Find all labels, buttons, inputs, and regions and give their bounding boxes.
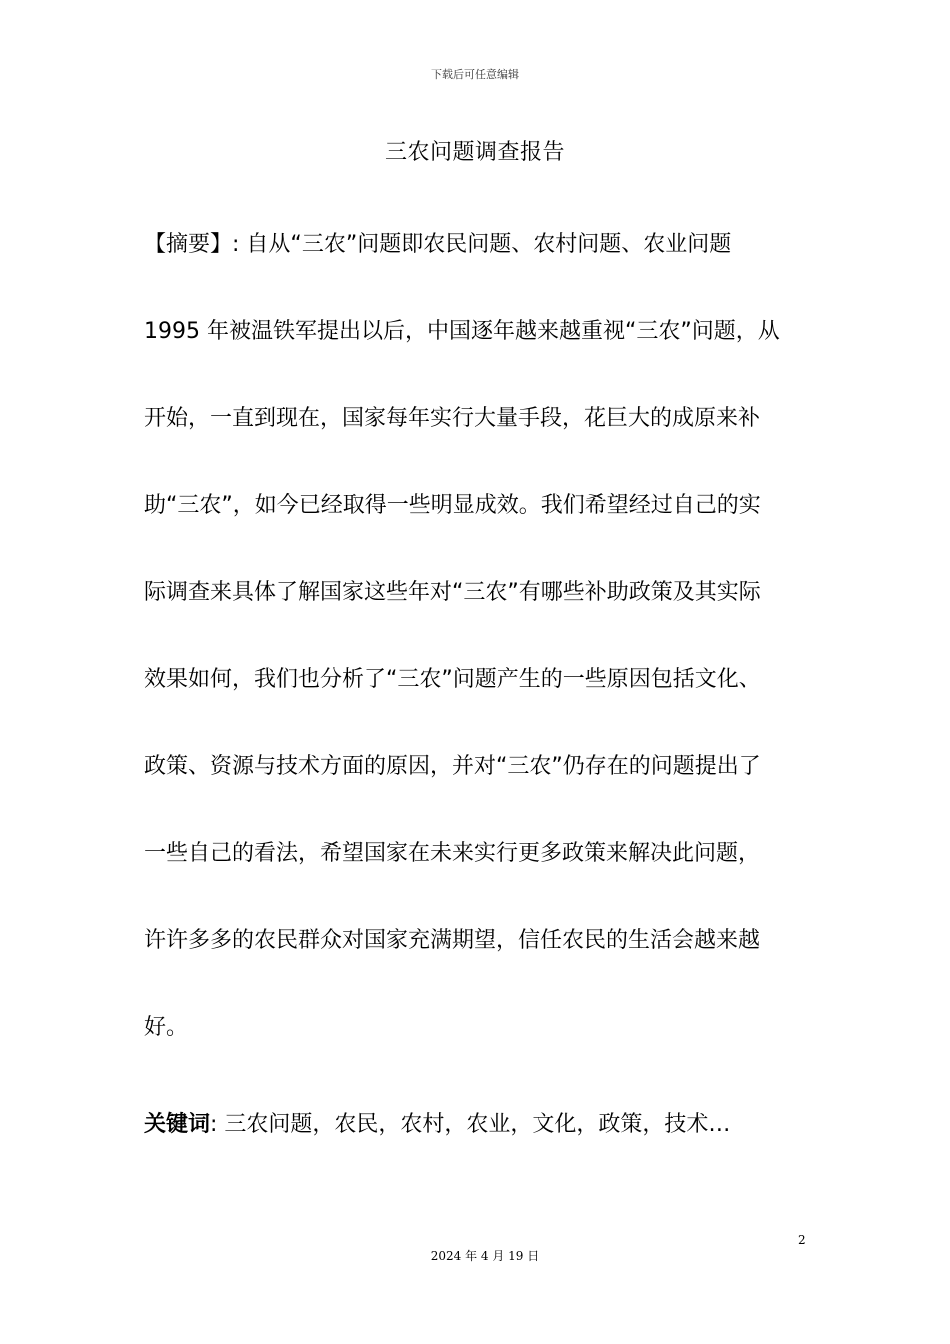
page-number: 2	[798, 1233, 806, 1247]
abstract-line-10: 好。	[144, 1015, 189, 1040]
abstract-line-7: 政策、资源与技术方面的原因，并对“三农”仍存在的问题提出了	[144, 754, 761, 779]
document-title: 三农问题调查报告	[384, 140, 565, 165]
header-note: 下载后可任意编辑	[431, 68, 519, 81]
keywords-line	[144, 1111, 814, 1139]
abstract-text: 自从“三农”问题即农民问题、农村问题、农业问题	[246, 232, 732, 257]
footer-date: 2024 年 4 月 19 日	[430, 1249, 540, 1263]
abstract-line-5: 际调查来具体了解国家这些年对“三农”有哪些补助政策及其实际	[144, 580, 761, 605]
keywords-label: 关键词	[144, 1112, 211, 1137]
abstract-line-1	[144, 231, 814, 259]
abstract-line-3: 开始，一直到现在，国家每年实行大量手段，花巨大的成原来补	[144, 406, 761, 431]
abstract-line-9: 许许多多的农民群众对国家充满期望，信任农民的生活会越来越	[144, 928, 761, 953]
abstract-line-8: 一些自己的看法，希望国家在未来实行更多政策来解决此问题，	[144, 841, 761, 866]
abstract-line-2: 1995 年被温铁军提出以后，中国逐年越来越重视“三农”问题，从	[144, 319, 780, 344]
abstract-line-4: 助“三农”，如今已经取得一些明显成效。我们希望经过自己的实	[144, 493, 761, 518]
keywords-text: 三农问题，农民，农村，农业，文化，政策，技术…	[224, 1112, 731, 1137]
keywords-separator: :	[210, 1112, 225, 1137]
abstract-separator: :	[232, 232, 247, 257]
abstract-line-6: 效果如何，我们也分析了“三农”问题产生的一些原因包括文化、	[144, 667, 761, 692]
abstract-label: 【摘要】	[144, 232, 233, 257]
